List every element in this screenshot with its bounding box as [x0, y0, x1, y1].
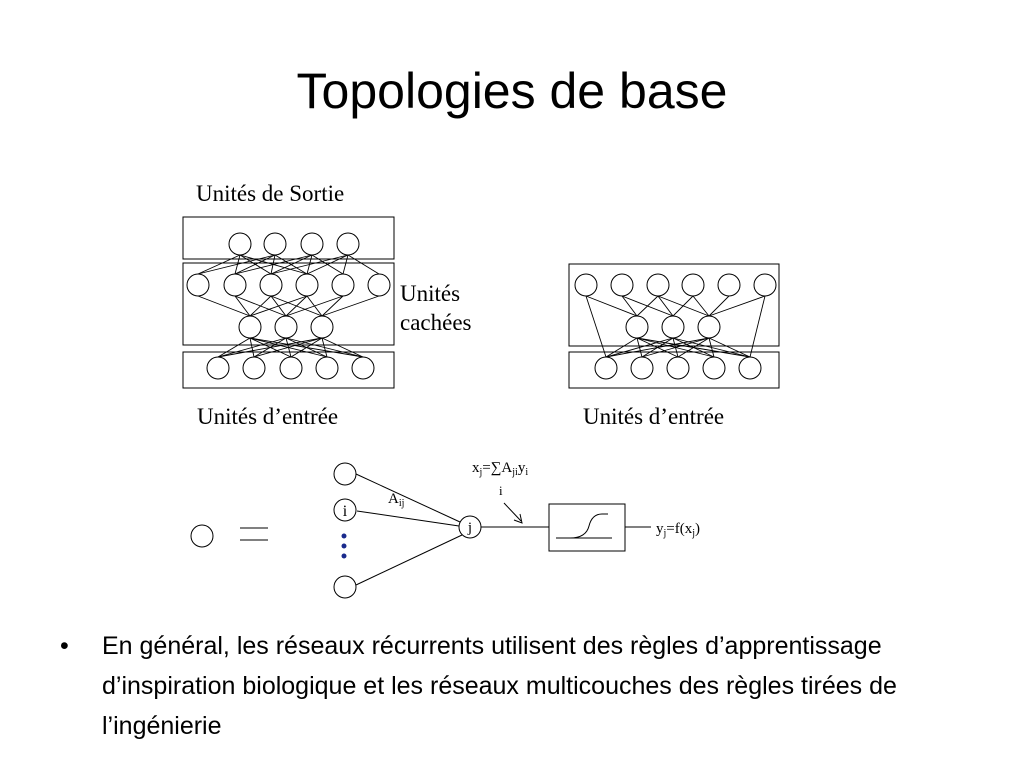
top-unit [754, 274, 776, 296]
output-unit [301, 233, 323, 255]
input-unit [207, 357, 229, 379]
hidden-units-label-line2: cachées [400, 310, 472, 335]
hidden-unit [332, 274, 354, 296]
top-unit [647, 274, 669, 296]
output-layer-box [183, 217, 394, 259]
node-i-label: i [342, 503, 348, 520]
hidden-unit [239, 316, 261, 338]
hidden-units-label-line1: Unités [400, 281, 461, 306]
hidden-unit [260, 274, 282, 296]
hidden-unit [368, 274, 390, 296]
bullet-text: En général, les réseaux récurrents utilisent des règles d’apprentissage d’inspiration biologique et les réseaux multicouches des règles tirées de l’ingénierie [102, 632, 897, 740]
activation-function-box [549, 504, 625, 551]
input-unit [703, 357, 725, 379]
input-line-i [357, 511, 459, 526]
left-layered-network [183, 217, 394, 388]
input-units-label-right: Unités d’entrée [583, 404, 725, 429]
ellipsis-dot-2 [342, 544, 347, 549]
hidden-unit [662, 316, 684, 338]
output-unit [229, 233, 251, 255]
bullet-marker: • [60, 632, 69, 660]
summation-formula: $x_j=\sum A_{ji}y_i$ [472, 460, 529, 478]
input-unit [631, 357, 653, 379]
weight-label: $A_{ij}$ [388, 491, 405, 509]
hidden-unit [698, 316, 720, 338]
hidden-unit [224, 274, 246, 296]
node-j-label: j [467, 520, 473, 536]
top-unit [682, 274, 704, 296]
output-unit [337, 233, 359, 255]
input-unit [595, 357, 617, 379]
bullet-list [60, 626, 960, 746]
right-layered-network [569, 264, 779, 388]
slide-title: Topologies de base [296, 63, 728, 119]
input-unit [316, 357, 338, 379]
ellipsis-dot-3 [342, 554, 347, 559]
input-unit [739, 357, 761, 379]
input-unit [667, 357, 689, 379]
summation-index: i [499, 483, 503, 498]
hidden-unit [311, 316, 333, 338]
input-unit [352, 357, 374, 379]
input-node-top [334, 463, 356, 485]
formula-pointer-line [504, 503, 521, 521]
input-line-bottom [356, 535, 462, 585]
unit-symbol-circle [191, 525, 213, 547]
output-unit [264, 233, 286, 255]
hidden-unit [187, 274, 209, 296]
bullet-item [60, 626, 960, 746]
output-formula: $y_j=f(x_j)$ [656, 521, 701, 539]
input-units-label-left: Unités d’entrée [197, 404, 339, 429]
input-unit [243, 357, 265, 379]
top-unit [575, 274, 597, 296]
output-units-label: Unités de Sortie [196, 181, 345, 206]
ellipsis-dot-1 [342, 534, 347, 539]
hidden-unit [626, 316, 648, 338]
input-node-bottom [334, 576, 356, 598]
top-unit [611, 274, 633, 296]
neuron-model [191, 460, 700, 598]
hidden-unit [296, 274, 318, 296]
top-unit [718, 274, 740, 296]
hidden-unit [275, 316, 297, 338]
input-line-top [356, 474, 460, 522]
input-unit [280, 357, 302, 379]
